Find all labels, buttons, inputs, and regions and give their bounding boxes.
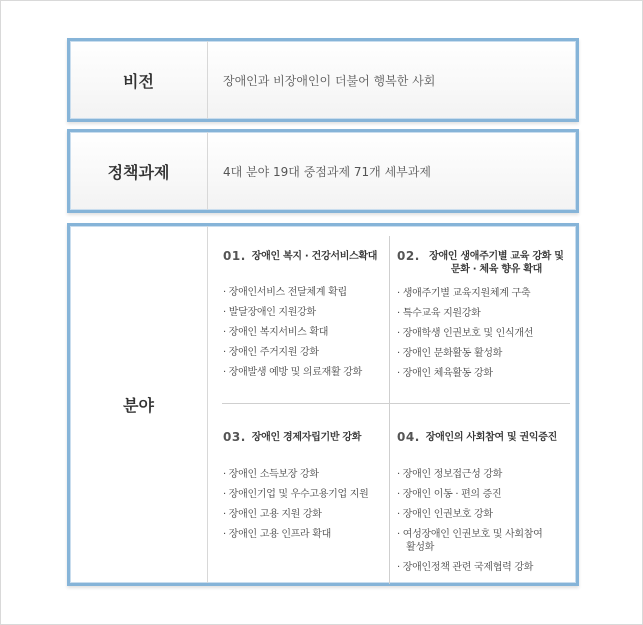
list-item: · 장애인 소득보장 강화	[223, 469, 319, 480]
quadrant-list	[223, 465, 385, 545]
list-item-continuation: 활성화	[406, 542, 435, 553]
list-item: · 장애인 고용 지원 강화	[223, 509, 322, 520]
list-item: · 장애인 인권보호 강화	[397, 509, 493, 520]
quadrant-list	[397, 465, 567, 578]
vision-row	[67, 38, 579, 122]
quadrant-list	[397, 284, 567, 384]
list-item: · 장애발생 예방 및 의료재활 강화	[223, 367, 362, 378]
list-item: · 장애인 복지서비스 확대	[223, 327, 329, 338]
quadrant-title-text: 장애인 복지 · 건강서비스확대	[251, 251, 378, 262]
quadrant-03	[223, 431, 385, 545]
list-item: · 장애인 문화활동 활성화	[397, 348, 503, 359]
quadrant-04	[397, 431, 567, 578]
quadrant-divider-vertical	[389, 236, 390, 584]
list-item: · 장애인 정보접근성 강화	[397, 469, 503, 480]
list-item: · 장애인 고용 인프라 확대	[223, 529, 331, 540]
list-item: · 생애주기별 교육지원체계 구축	[397, 288, 531, 299]
list-item: · 장애학생 인권보호 및 인식개선	[397, 328, 534, 339]
quadrant-title	[223, 431, 385, 444]
list-item: · 장애인서비스 전달체계 확립	[223, 287, 347, 298]
list-item: · 발달장애인 지원강화	[223, 307, 316, 318]
list-item-text: · 여성장애인 인권보호 및 사회참여	[397, 529, 543, 540]
list-item: · 특수교육 지원강화	[397, 308, 481, 319]
quadrant-divider-horizontal	[222, 403, 570, 404]
list-item: · 장애인정책 관련 국제협력 강화	[397, 562, 534, 573]
quadrant-title	[397, 250, 567, 276]
quadrant-title-text: 장애인의 사회참여 및 권익증진	[425, 432, 557, 443]
policy-label: 정책과제	[70, 132, 208, 210]
quadrant-number: 03.	[223, 430, 246, 444]
policy-value: 4대 분야 19대 중점과제 71개 세부과제	[223, 164, 431, 179]
list-item: · 장애인 주거지원 강화	[223, 347, 319, 358]
quadrant-02	[397, 250, 567, 384]
vision-label: 비전	[70, 41, 208, 119]
quadrant-01	[223, 250, 385, 383]
quadrant-list	[223, 283, 385, 383]
field-label: 분야	[70, 226, 208, 583]
quadrant-number: 01.	[223, 249, 246, 263]
list-item: · 장애인 이동 · 편의 증진	[397, 489, 502, 500]
list-item	[397, 525, 567, 558]
list-item: · 장애인기업 및 우수고용기업 지원	[223, 489, 369, 500]
quadrant-number: 02.	[397, 249, 420, 263]
quadrant-title	[397, 431, 567, 444]
quadrant-title-text: 장애인 경제자립기반 강화	[251, 432, 362, 443]
vision-value: 장애인과 비장애인이 더불어 행복한 사회	[223, 73, 436, 88]
policy-row	[67, 129, 579, 213]
list-item: · 장애인 체육활동 강화	[397, 368, 493, 379]
quadrant-number: 04.	[397, 430, 420, 444]
quadrant-title-text: 장애인 생애주기별 교육 강화 및 문화 · 체육 향유 확대	[429, 251, 564, 275]
quadrant-title	[223, 250, 385, 263]
field-row	[67, 223, 579, 586]
